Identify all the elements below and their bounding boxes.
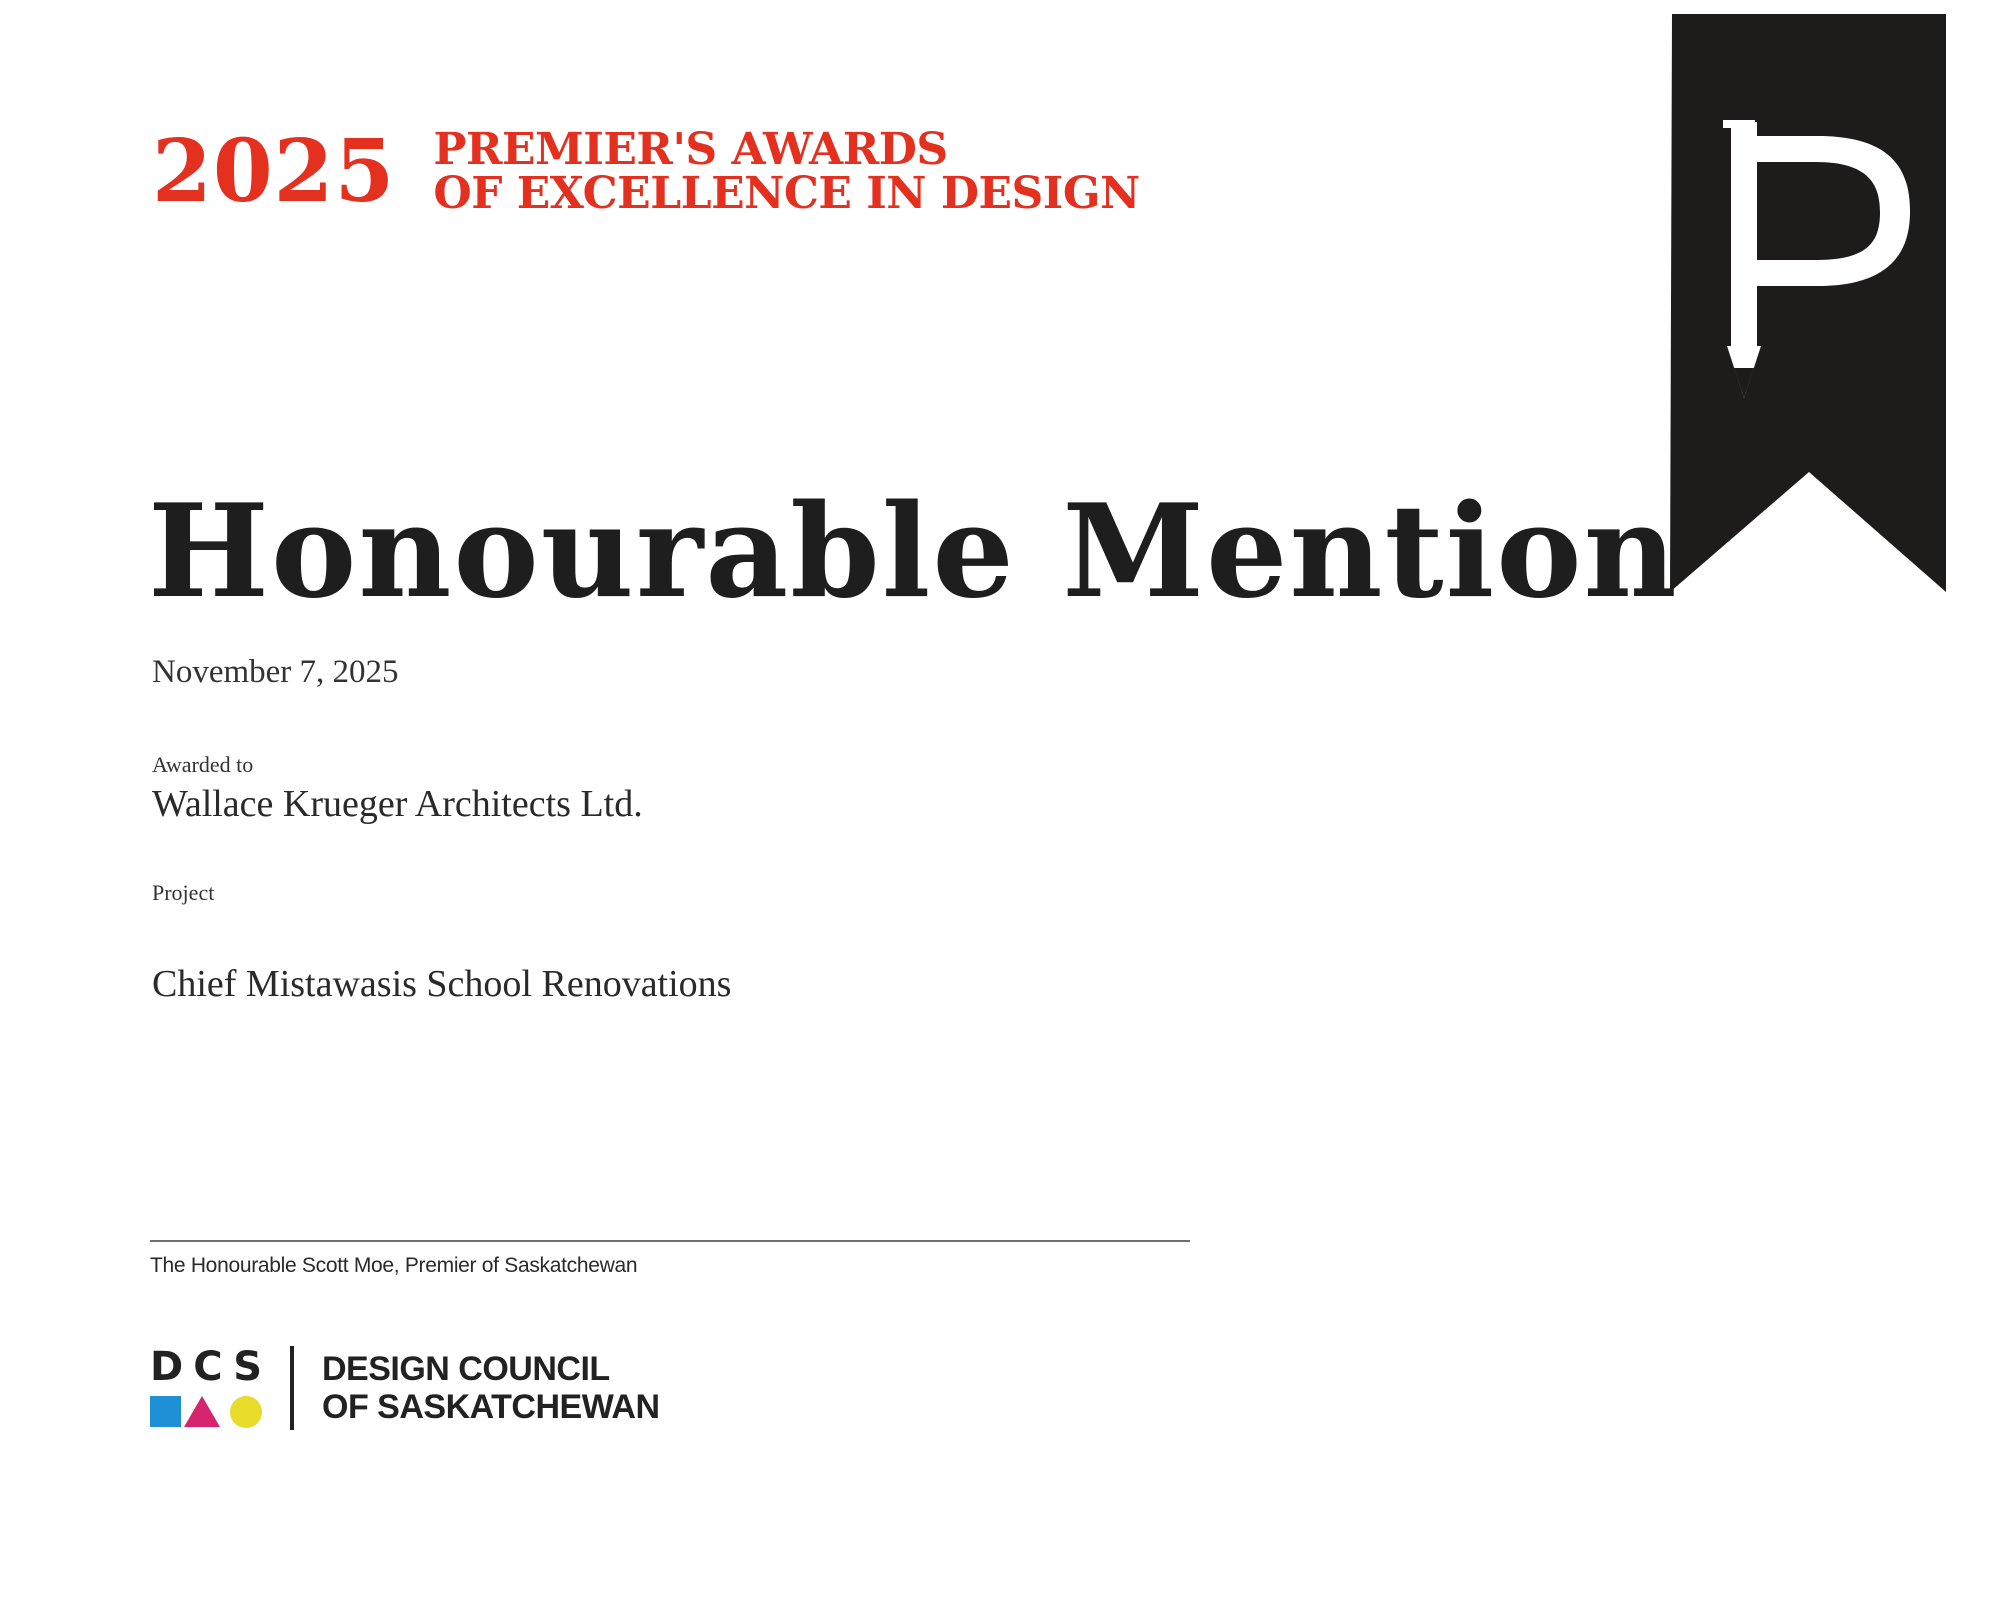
awarded-to-label: Awarded to <box>152 752 254 777</box>
logo-divider <box>290 1346 294 1430</box>
dcs-shapes <box>150 1393 268 1429</box>
certificate-title: Honourable Mention <box>148 477 1679 627</box>
blue-square-icon <box>150 1396 181 1427</box>
award-name-line-1: PREMIER'S AWARDS <box>433 124 948 175</box>
design-council-name-line-1: DESIGN COUNCIL <box>322 1350 610 1388</box>
signature-line <box>150 1240 1190 1242</box>
award-date: November 7, 2025 <box>152 654 399 690</box>
design-council-name-line-2: OF SASKATCHEWAN <box>322 1388 660 1426</box>
project-name: Chief Mistawasis School Renovations <box>152 963 732 1005</box>
recipient-name: Wallace Krueger Architects Ltd. <box>152 783 643 825</box>
dcs-mark <box>150 1344 273 1429</box>
award-header <box>152 121 1140 222</box>
award-name <box>433 124 1140 219</box>
dcs-letters: DCS <box>150 1344 273 1390</box>
signature-caption: The Honourable Scott Moe, Premier of Saskatchewan <box>150 1254 638 1277</box>
pencil-p-ribbon-icon <box>1668 14 1948 594</box>
design-council-logo <box>150 1346 660 1430</box>
yellow-circle-icon <box>230 1396 262 1428</box>
award-name-line-2: OF EXCELLENCE IN DESIGN <box>433 168 1140 219</box>
project-label: Project <box>152 880 215 905</box>
design-council-name <box>322 1350 660 1426</box>
magenta-triangle-icon <box>184 1396 220 1427</box>
award-year: 2025 <box>152 121 396 222</box>
